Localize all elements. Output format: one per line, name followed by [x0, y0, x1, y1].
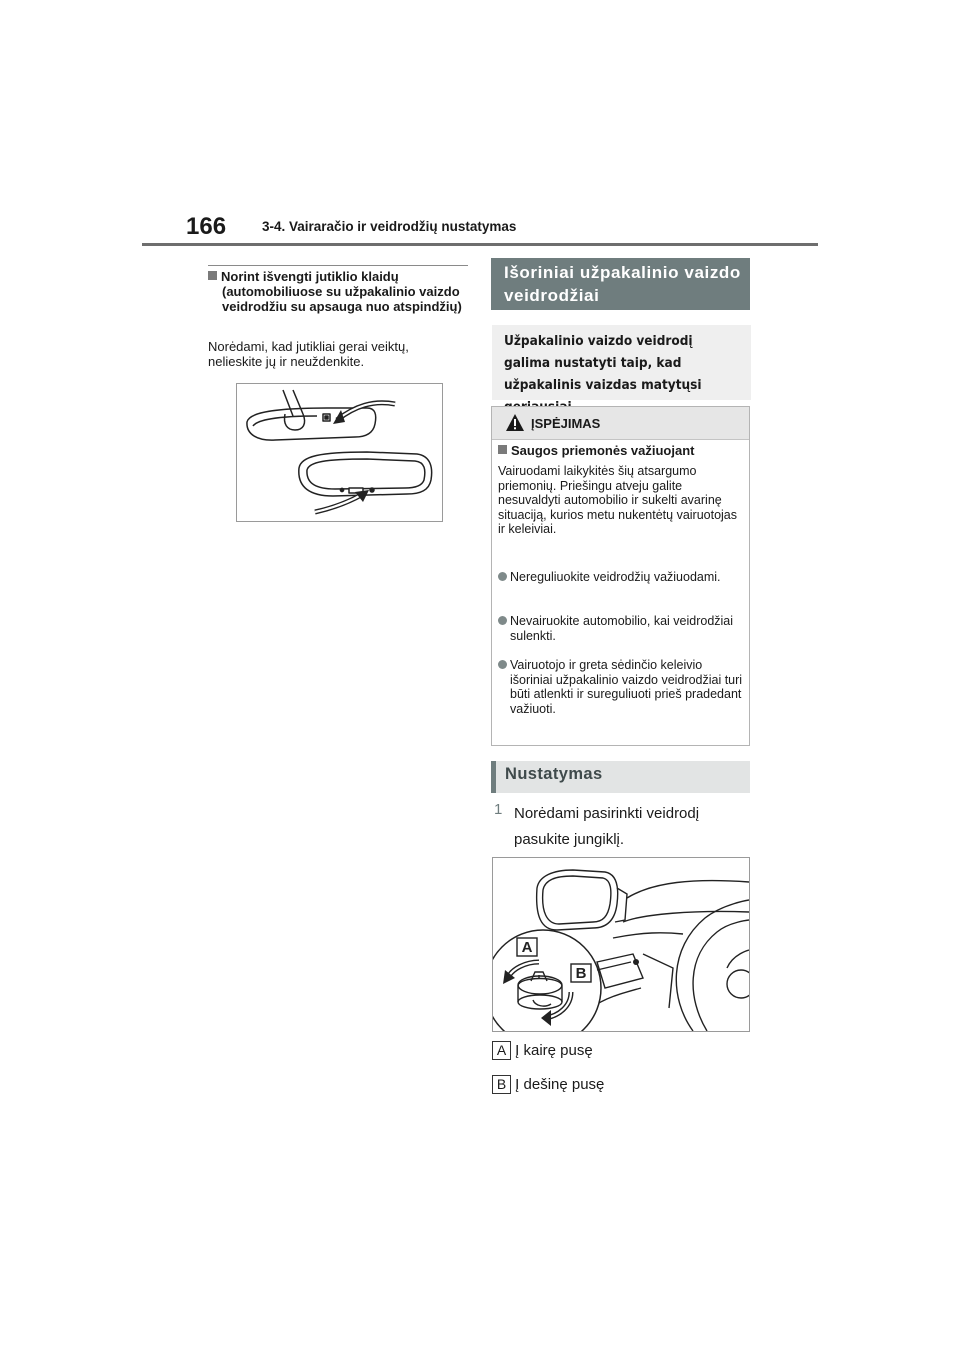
warning-bullet: [498, 658, 744, 716]
rear-mirror-sensor-figure: [236, 383, 443, 522]
warning-text: Vairuodami laikykitės šių atsargumo priemonių. Priešingu atveju galite nesuvaldyti automobilio ir sukelti avarinę situaciją, kurios metu nukentėtų vairuotojas ir keleiviai.: [498, 464, 738, 536]
warning-bullet: [498, 614, 744, 643]
rear-mirror-illustration: [237, 384, 442, 521]
section-title: 3-4. Vairaračio ir veidrodžių nustatymas: [262, 219, 517, 234]
step-text: Norėdami pasirinkti veidrodį pasukite jungiklį.: [514, 805, 700, 848]
warning-subtitle-text: Saugos priemonės važiuojant: [511, 443, 695, 458]
mirror-switch-figure: [492, 857, 750, 1032]
legend-tag-a: A: [492, 1041, 511, 1060]
square-bullet-icon: [208, 271, 217, 280]
intro-box: Užpakalinio vaizdo veidrodį galima nustatyti taip, kad užpakalinis vaizdas matytųsi: [492, 325, 751, 400]
bullet-dot-icon: [498, 660, 507, 669]
figure-label-a: A: [521, 939, 533, 956]
note-title: [208, 269, 470, 314]
legend-item-a: [492, 1041, 593, 1060]
warning-bullet-text: Nereguliuokite veidrodžių važiuodami.: [510, 570, 721, 584]
heading-outside-mirrors: Išoriniai užpakalinio vaizdo veidrodžiai: [491, 258, 750, 310]
bullet-dot-icon: [498, 572, 507, 581]
warning-box: [491, 406, 750, 746]
bullet-dot-icon: [498, 616, 507, 625]
note-body: Norėdami, kad jutikliai gerai veiktų, nelieskite jų ir neuždenkite.: [208, 339, 409, 369]
legend-item-b: [492, 1075, 604, 1094]
warning-label: ĮSPĖJIMAS: [531, 416, 601, 431]
warning-triangle-icon: [505, 413, 525, 432]
note-title-line1: Norint išvengti jutiklio klaidų: [221, 269, 399, 284]
mirror-switch-illustration: [493, 858, 749, 1031]
page-number: 166: [186, 213, 227, 240]
warning-bullet-text: Nevairuokite automobilio, kai veidrodžiai sulenkti.: [510, 614, 734, 643]
legend-tag-b: B: [492, 1075, 511, 1094]
heading-adjustment: Nustatymas: [491, 761, 750, 793]
warning-bullet-text: Vairuotojo ir greta sėdinčio keleivio išoriniai užpakalinio vaizdo veidrodžiai turi būti atlenkti ir sureguliuoti prieš pradedant važiuoti.: [510, 658, 743, 716]
warning-header: [492, 407, 749, 440]
legend-text-b: Į dešinę pusę: [515, 1076, 605, 1093]
warning-subtitle: [498, 443, 695, 458]
step-number: 1: [494, 801, 503, 818]
note-title-rest: (automobiliuose su užpakalinio vaizdo veidrodžiu su apsauga nuo atspindžių): [222, 284, 462, 314]
warning-bullet: [498, 570, 744, 585]
figure-label-b: B: [575, 965, 587, 982]
header-divider: [142, 243, 818, 246]
square-bullet-icon: [498, 445, 507, 454]
legend-text-a: Į kairę pusę: [515, 1042, 593, 1059]
note-divider: [208, 265, 468, 266]
